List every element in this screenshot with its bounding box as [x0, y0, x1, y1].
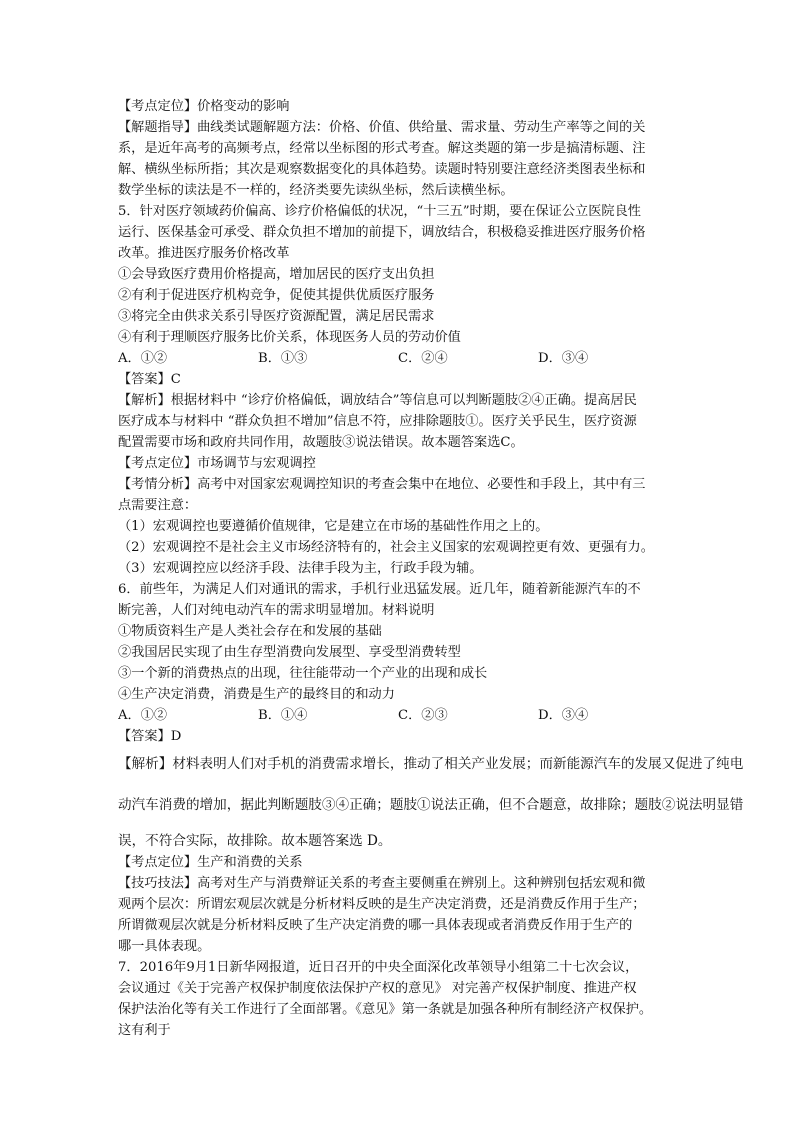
question-6-item: ④生产决定消费，消费是生产的最终目的和动力: [118, 687, 395, 702]
text-line: 医疗成本与材料中 “群众负担不增加”信息不符，应排除题肢①。医疗关乎民生，医疗资源: [118, 414, 637, 429]
question-5-options: [118, 348, 678, 369]
question-6-item: ②我国居民实现了由生存型消费向发展型、享受型消费转型: [118, 645, 461, 660]
option-c: C．②④: [398, 351, 448, 366]
answer-5: 【答案】C: [118, 372, 181, 387]
question-5-item: ②有利于促进医疗机构竞争，促使其提供优质医疗服务: [118, 288, 435, 303]
text-line: 观两个层次：所谓宏观层次就是分析材料反映的是生产决定消费，还是消费反作用于生产；: [118, 897, 646, 912]
text-line: 点需要注意：: [118, 498, 198, 513]
question-5-stem: 5．针对医疗领域药价偏高、诊疗价格偏低的状况，“十三五”时期，要在保证公立医院良性: [118, 204, 641, 219]
question-7-stem: 7．2016年9月1日新华网报道，近日召开的中央全面深化改革领导小组第二十七次会议，: [118, 960, 639, 975]
text-line: 动汽车消费的增加，据此判断题肢③④正确；题肢①说法正确，但不合题意，故排除；题肢②说法明显错: [118, 797, 744, 813]
text-line: 【解析】根据材料中 “诊疗价格偏低，调放结合”等信息可以判断题肢②④正确。提高居民: [118, 393, 637, 408]
question-5-stem: 运行、医保基金可承受、群众负担不增加的前提下，调放结合，积极稳妥推进医疗服务价格: [118, 225, 646, 240]
text-line: 解、横纵坐标所指；其次是观察数据变化的具体趋势。读题时特别要注意经济类图表坐标和: [118, 162, 646, 177]
option-a: A．①②: [118, 708, 168, 723]
question-6-item: ①物质资料生产是人类社会存在和发展的基础: [118, 624, 382, 639]
section-a: [118, 96, 678, 348]
text-line: 【解题指导】曲线类试题解题方法：价格、价值、供给量、需求量、劳动生产率等之间的关: [118, 120, 646, 135]
text-line: 哪一具体表现。: [118, 939, 211, 954]
text-line: 【考情分析】高考中对国家宏观调控知识的考查会集中在地位、必要性和手段上，其中有三: [118, 477, 646, 492]
section-c: [118, 852, 678, 1041]
document-page: [118, 96, 744, 1041]
question-6-stem: 6．前些年，为满足人们对通讯的需求，手机行业迅猛发展。近几年，随着新能源汽车的不: [118, 582, 641, 597]
question-5-item: ①会导致医疗费用价格提高，增加居民的医疗支出负担: [118, 267, 435, 282]
question-6-options: [118, 705, 678, 726]
text-line: 系，是近年高考的高频考点，经常以坐标图的形式考查。解这类题的第一步是搞清标题、注: [118, 141, 646, 156]
question-5-stem: 改革。推进医疗服务价格改革: [118, 246, 290, 261]
question-7-stem: 会议通过《关于完善产权保护制度依法保护产权的意见》 对完善产权保护制度、推进产权: [118, 981, 637, 996]
option-b: B．①④: [258, 708, 308, 723]
text-line: 【考点定位】价格变动的影响: [118, 99, 290, 114]
text-line: 【解析】材料表明人们对手机的消费需求增长，推动了相关产业发展；而新能源汽车的发展又促进了纯电: [118, 756, 744, 772]
question-6-item: ③一个新的消费热点的出现，往往能带动一个产业的出现和成长: [118, 666, 488, 681]
text-line: 配置需要市场和政府共同作用，故题肢③说法错误。故本题答案选C。: [118, 435, 524, 450]
text-line: 【考点定位】市场调节与宏观调控: [118, 456, 316, 471]
question-7-stem: 保护法治化等有关工作进行了全面部署。《意见》第一条就是加强各种所有制经济产权保护。: [118, 1002, 653, 1017]
answer-6: 【答案】D: [118, 729, 182, 744]
text-line: 【考点定位】生产和消费的关系: [118, 855, 303, 870]
question-5-item: ④有利于理顺医疗服务比价关系，体现医务人员的劳动价值: [118, 330, 461, 345]
text-line: （2）宏观调控不是社会主义市场经济特有的，社会主义国家的宏观调控更有效、更强有力。: [118, 540, 654, 555]
text-line: 所谓微观层次就是分析材料反映了生产决定消费的哪一具体表现或者消费反作用于生产的: [118, 918, 633, 933]
option-a: A．①②: [118, 351, 168, 366]
section-b: [118, 369, 678, 705]
question-7-stem: 这有利于: [118, 1023, 171, 1038]
option-b: B．①③: [258, 351, 308, 366]
text-line: 【技巧技法】高考对生产与消费辩证关系的考查主要侧重在辨别上。这种辨别包括宏观和微: [118, 876, 646, 891]
option-c: C．②③: [398, 708, 448, 723]
text-line: （3）宏观调控应以经济手段、法律手段为主，行政手段为辅。: [118, 561, 483, 576]
text-line: 数学坐标的读法是不一样的，经济类要先读纵坐标，然后读横坐标。: [118, 183, 514, 198]
option-d: D．③④: [538, 708, 589, 723]
question-6-stem: 断完善，人们对纯电动汽车的需求明显增加。材料说明: [118, 603, 435, 618]
text-line: （1）宏观调控也要遵循价值规律，它是建立在市场的基础性作用之上的。: [118, 519, 549, 534]
question-5-item: ③将完全由供求关系引导医疗资源配置，满足居民需求: [118, 309, 435, 324]
option-d: D．③④: [538, 351, 589, 366]
text-line: 误，不符合实际，故排除。故本题答案选 D。: [118, 833, 392, 849]
analysis-6: [118, 749, 744, 852]
